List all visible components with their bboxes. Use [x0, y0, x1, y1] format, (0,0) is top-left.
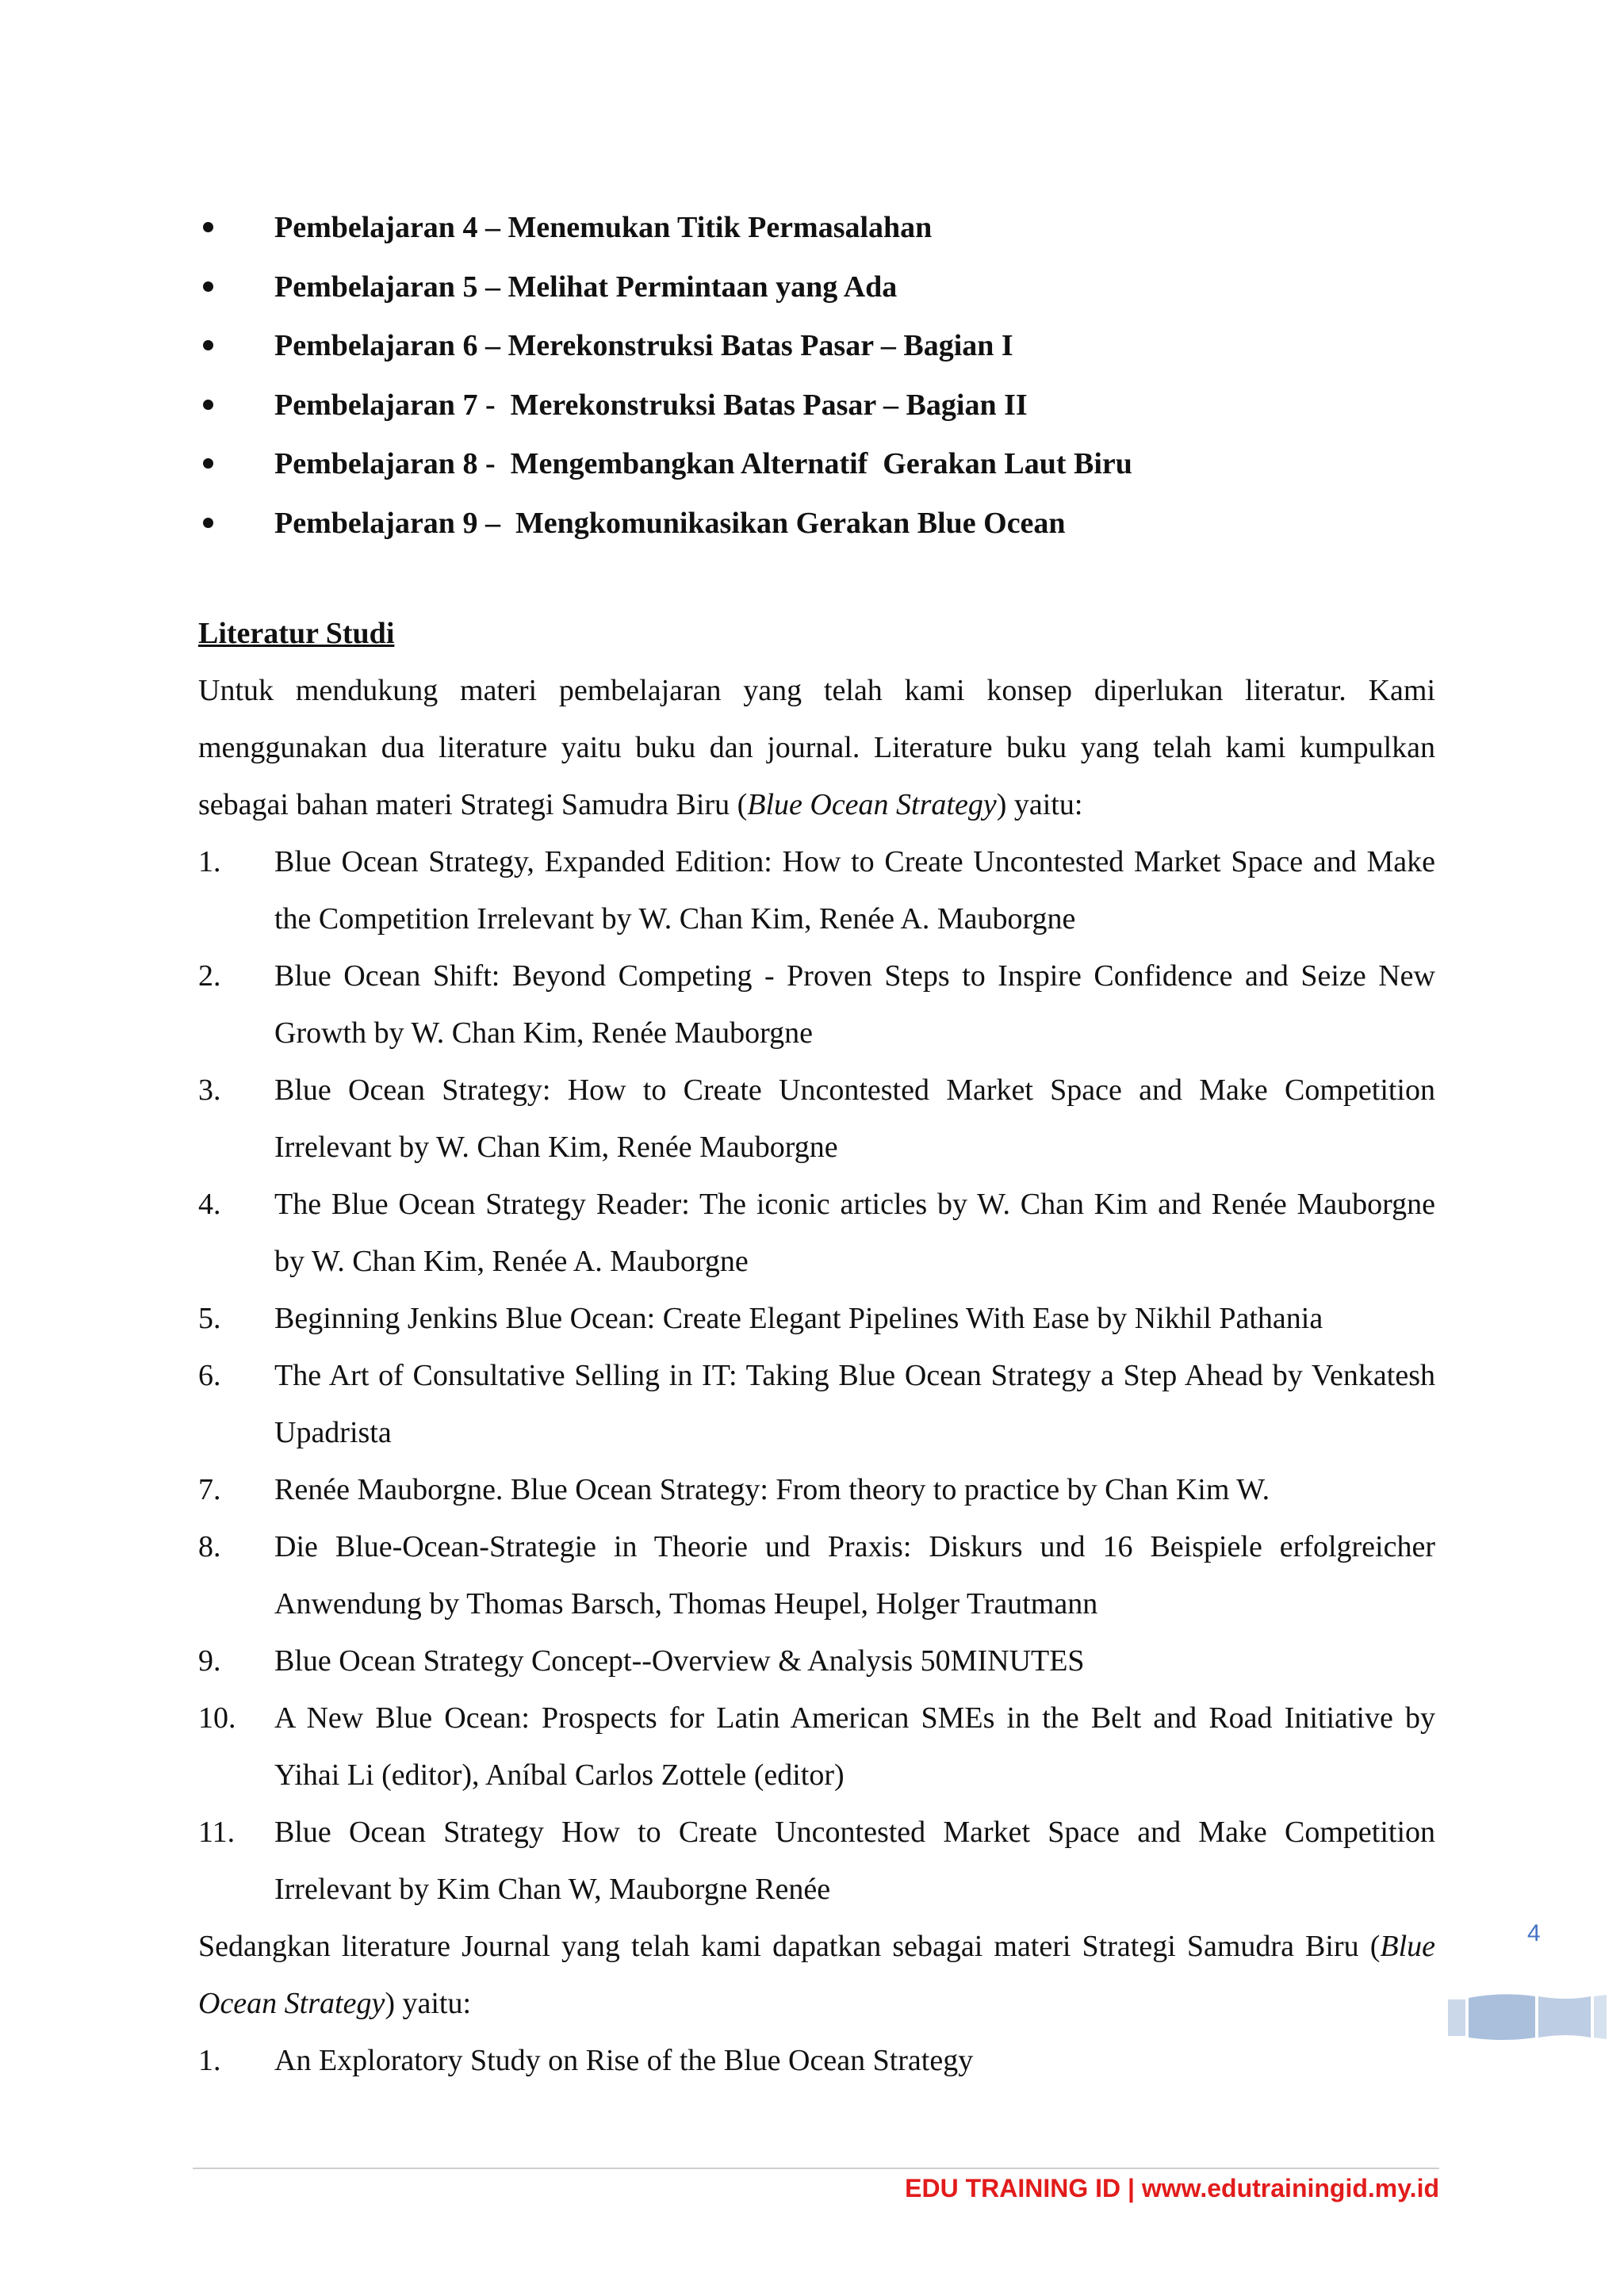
journal-intro-tail: ) yaitu: — [385, 1987, 472, 2020]
list-item — [198, 1804, 1435, 1918]
intro-text: Untuk mendukung materi pembelajaran yang telah kami konsep diperlukan literatur. Kami menggunakan dua literature yaitu buku dan journal. Literature buku yang telah kami kumpulkan sebagai bahan materi Strategi Samudra Biru ( — [198, 674, 1435, 821]
list-item — [198, 376, 1435, 435]
bullet-dot-icon — [203, 400, 213, 410]
item-number: 8. — [198, 1530, 221, 1563]
item-number: 6. — [198, 1359, 221, 1392]
intro-tail: ) yaitu: — [996, 788, 1083, 821]
list-item — [198, 2032, 1435, 2089]
item-number: 4. — [198, 1188, 221, 1221]
bullet-text: Pembelajaran 8 - Mengembangkan Alternatif Gerakan Laut Biru — [274, 447, 1132, 480]
journal-list — [198, 2032, 1435, 2089]
journal-intro-text: Sedangkan literature Journal yang telah kami dapatkan sebagai materi Strategi Samudra Biru ( — [198, 1930, 1381, 1963]
list-item — [198, 1176, 1435, 1290]
list-item — [198, 316, 1435, 376]
item-number: 11. — [198, 1816, 236, 1849]
list-item — [198, 1518, 1435, 1632]
item-text: Blue Ocean Strategy How to Create Uncontested Market Space and Make Competition Irrelevant by Kim Chan W, Mauborgne Renée — [274, 1816, 1435, 1906]
list-item — [198, 494, 1435, 553]
item-text: Beginning Jenkins Blue Ocean: Create Elegant Pipelines With Ease by Nikhil Pathania — [274, 1302, 1323, 1335]
page-number: 4 — [1527, 1920, 1541, 1946]
list-item — [198, 947, 1435, 1062]
bullet-dot-icon — [203, 222, 213, 232]
bullet-text: Pembelajaran 6 – Merekonstruksi Batas Pasar – Bagian I — [274, 329, 1013, 362]
journal-intro-paragraph — [198, 1918, 1435, 2032]
list-item — [198, 833, 1435, 947]
item-text: Blue Ocean Strategy, Expanded Edition: How to Create Uncontested Market Space and Make the Competition Irrelevant by W. Chan Kim, Renée A. Mauborgne — [274, 845, 1435, 936]
book-list — [198, 833, 1435, 1918]
item-text: Renée Mauborgne. Blue Ocean Strategy: From theory to practice by Chan Kim W. — [274, 1473, 1270, 1506]
intro-paragraph — [198, 662, 1435, 833]
item-text: Blue Ocean Strategy Concept--Overview & Analysis 50MINUTES — [274, 1644, 1085, 1678]
page-corner-decoration-icon — [1448, 1990, 1607, 2045]
item-number: 2. — [198, 959, 221, 993]
bullet-text: Pembelajaran 5 – Melihat Permintaan yang Ada — [274, 270, 898, 304]
item-number: 3. — [198, 1073, 221, 1107]
list-item — [198, 1689, 1435, 1804]
bullet-dot-icon — [203, 518, 213, 528]
list-item — [198, 1290, 1435, 1347]
bullet-text: Pembelajaran 4 – Menemukan Titik Permasalahan — [274, 211, 933, 244]
item-text: A New Blue Ocean: Prospects for Latin American SMEs in the Belt and Road Initiative by Yihai Li (editor), Aníbal Carlos Zottele (editor) — [274, 1701, 1435, 1792]
intro-italic: Blue Ocean Strategy — [747, 788, 997, 821]
document-page — [198, 198, 1435, 2089]
item-text: Blue Ocean Shift: Beyond Competing - Proven Steps to Inspire Confidence and Seize New Growth by W. Chan Kim, Renée Mauborgne — [274, 959, 1435, 1050]
item-text: Blue Ocean Strategy: How to Create Uncontested Market Space and Make Competition Irrelevant by W. Chan Kim, Renée Mauborgne — [274, 1073, 1435, 1164]
bullet-dot-icon — [203, 340, 213, 350]
item-text: The Art of Consultative Selling in IT: Taking Blue Ocean Strategy a Step Ahead by Venkatesh Upadrista — [274, 1359, 1435, 1449]
list-item — [198, 258, 1435, 317]
bullet-dot-icon — [203, 281, 213, 292]
bullet-text: Pembelajaran 7 - Merekonstruksi Batas Pasar – Bagian II — [274, 388, 1028, 422]
item-number: 5. — [198, 1302, 221, 1335]
list-item — [198, 434, 1435, 494]
list-item — [198, 1347, 1435, 1461]
footer-divider — [193, 2168, 1439, 2169]
list-item — [198, 1461, 1435, 1518]
item-text: An Exploratory Study on Rise of the Blue Ocean Strategy — [274, 2044, 974, 2077]
bullet-text: Pembelajaran 9 – Mengkomunikasikan Gerakan Blue Ocean — [274, 506, 1066, 540]
list-item — [198, 1062, 1435, 1176]
item-number: 7. — [198, 1473, 221, 1506]
bullet-dot-icon — [203, 458, 213, 469]
section-heading: Literatur Studi — [198, 617, 395, 650]
item-text: Die Blue-Ocean-Strategie in Theorie und Praxis: Diskurs und 16 Beispiele erfolgreicher Anwendung by Thomas Barsch, Thomas Heupel, Holger Trautmann — [274, 1530, 1435, 1621]
item-text: The Blue Ocean Strategy Reader: The iconic articles by W. Chan Kim and Renée Mauborgne by W. Chan Kim, Renée A. Mauborgne — [274, 1188, 1435, 1278]
lesson-bullet-list — [198, 198, 1435, 553]
item-number: 9. — [198, 1644, 221, 1678]
item-number: 10. — [198, 1701, 236, 1735]
list-item — [198, 1632, 1435, 1689]
journal-intro-italic: Blue Ocean Strategy — [198, 1930, 1435, 2020]
item-number: 1. — [198, 2044, 221, 2077]
list-item — [198, 198, 1435, 258]
footer-text: EDU TRAINING ID | www.edutrainingid.my.id — [905, 2174, 1439, 2202]
item-number: 1. — [198, 845, 221, 878]
